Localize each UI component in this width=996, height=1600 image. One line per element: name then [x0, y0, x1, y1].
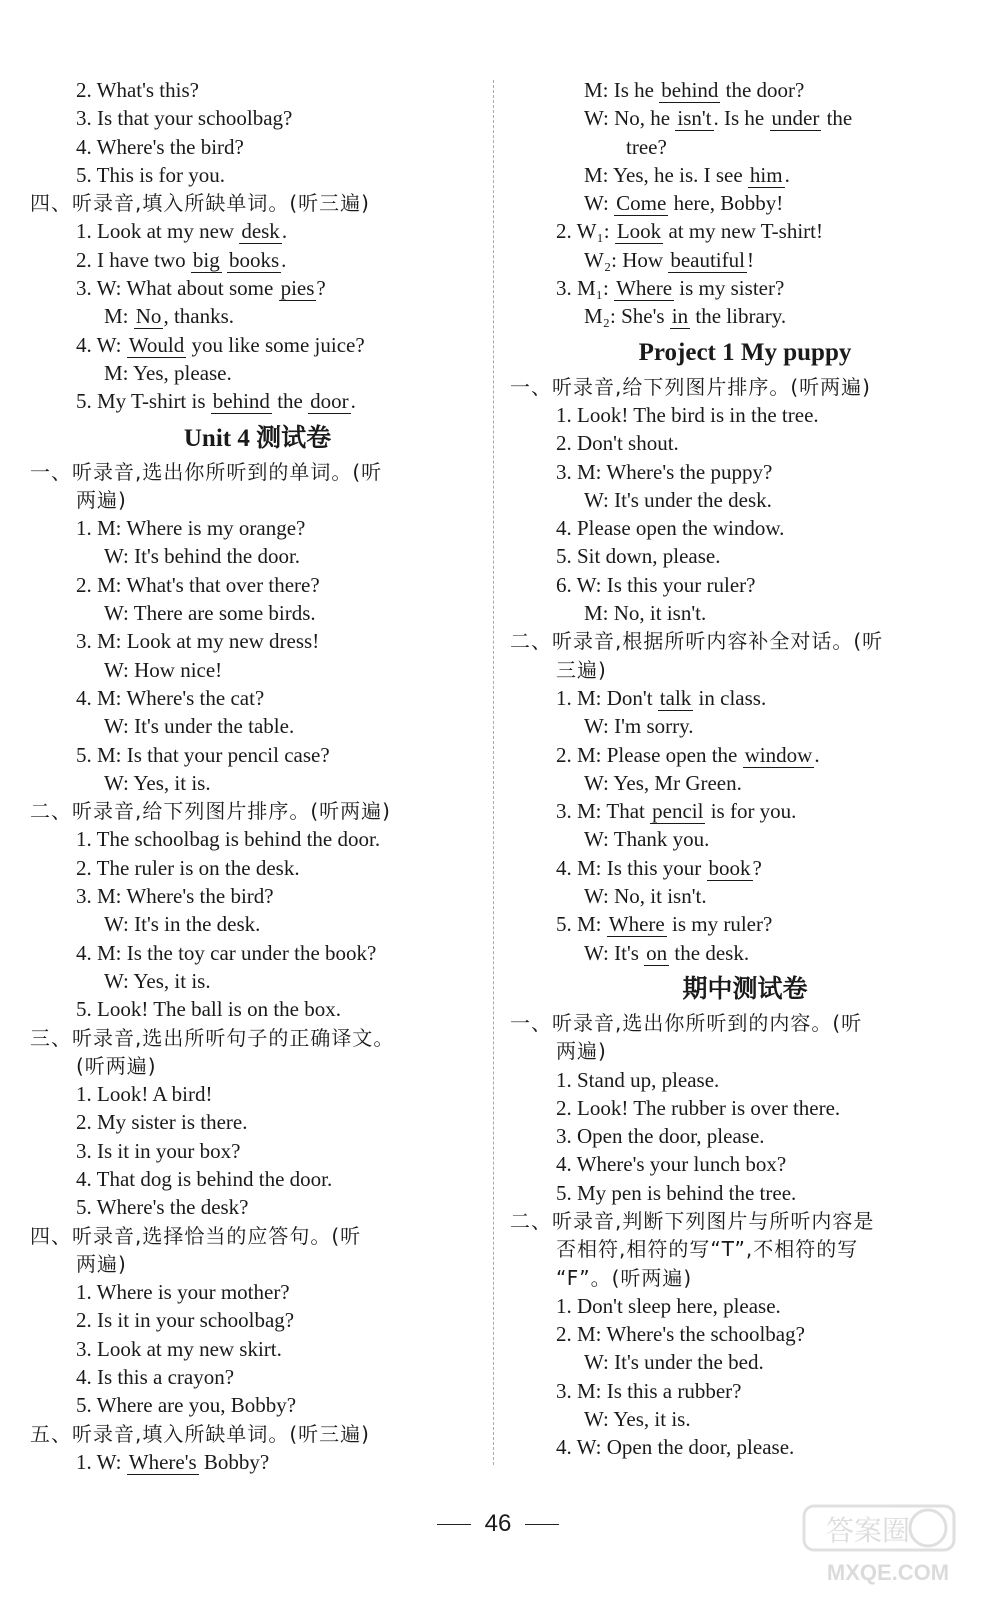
text-run: in class. [693, 685, 767, 710]
text-run: 3. M: Where's the puppy? [556, 459, 773, 484]
exercise-line [30, 571, 485, 599]
exercise-line [510, 741, 980, 769]
exercise-line [30, 1335, 485, 1363]
exercise-line [30, 1108, 485, 1136]
text-run: 1. Stand up, please. [556, 1067, 720, 1092]
text-run: ? [316, 276, 326, 301]
exercise-line [510, 514, 980, 542]
text-run: Project 1 My puppy [638, 338, 852, 366]
text-run: 一、听录音,选出你所听到的单词。(听 [30, 459, 383, 484]
answer-blank: Come [616, 191, 667, 216]
answer-blank: on [646, 940, 668, 965]
exercise-instruction [30, 1250, 485, 1278]
text-run: 5. Where are you, Bobby? [76, 1393, 297, 1418]
text-run: 5. M: [556, 912, 607, 937]
answer-blank: under [771, 106, 820, 131]
exercise-line [30, 599, 485, 627]
text-run: 1. Where is your mother? [76, 1280, 290, 1305]
section-heading [510, 333, 980, 373]
text-run: you like some juice? [186, 332, 365, 357]
text-run: Unit 4 [183, 424, 257, 452]
exercise-line [30, 1306, 485, 1334]
exercise-line [30, 104, 485, 132]
text-run: is my sister? [674, 276, 785, 301]
exercise-line [510, 133, 980, 161]
answer-blank: book [708, 855, 751, 880]
exercise-line [30, 1080, 485, 1108]
watermark-top-text: 答案圈 [825, 1514, 911, 1547]
exercise-line [30, 514, 485, 542]
text-run: 2. My sister is there. [76, 1110, 248, 1135]
footer-dash-left [437, 1524, 471, 1525]
answer-blank: pies [280, 276, 315, 301]
text-run: W: No, it isn't. [584, 884, 707, 909]
text-run: W: How nice! [104, 657, 223, 682]
text-run: , thanks. [163, 304, 235, 329]
text-run: the [271, 389, 309, 414]
exercise-line [510, 429, 980, 457]
exercise-line [510, 1433, 980, 1461]
text-run: W: It's under the table. [104, 714, 295, 739]
text-run: 五、听录音,填入所缺单词。(听三遍) [30, 1421, 370, 1446]
text-run: W: Yes, it is. [104, 770, 211, 795]
text-run: 5. My T-shirt is [76, 389, 211, 414]
exercise-line [30, 387, 485, 415]
exercise-line [510, 712, 980, 740]
text-run: 两遍) [556, 1039, 607, 1064]
text-run: W: There are some birds. [104, 601, 316, 626]
exercise-instruction [30, 1420, 485, 1448]
text-run: W: It's in the desk. [104, 912, 261, 937]
exercise-line [510, 1405, 980, 1433]
text-run: M: Is he [584, 78, 660, 102]
text-run: 二、听录音,给下列图片排序。(听两遍) [30, 799, 391, 824]
text-run: W: Yes, Mr Green. [584, 770, 742, 795]
exercise-line [510, 1179, 980, 1207]
text-run: is for you. [705, 799, 797, 824]
exercise-line [30, 741, 485, 769]
exercise-instruction [30, 458, 485, 486]
text-run: the desk. [669, 940, 750, 965]
exercise-instruction [30, 1024, 485, 1052]
exercise-line [510, 769, 980, 797]
text-run: 2. Is it in your schoolbag? [76, 1308, 295, 1333]
exercise-instruction [30, 486, 485, 514]
text-run: W: It's [584, 940, 645, 965]
exercise-line [30, 910, 485, 938]
exercise-instruction [510, 1207, 980, 1235]
exercise-line [510, 458, 980, 486]
text-run: 两遍) [76, 1251, 127, 1276]
answer-blank: talk [659, 685, 692, 710]
exercise-line [30, 1193, 485, 1221]
exercise-instruction [510, 1264, 980, 1292]
exercise-line [510, 486, 980, 514]
text-run: . [784, 162, 790, 187]
text-run: 3. M: That [556, 799, 651, 824]
exercise-line [510, 217, 980, 245]
answer-blank: big [192, 247, 220, 272]
text-run: 2. W₁: [556, 219, 615, 244]
text-run: 4. Where's the bird? [76, 134, 244, 159]
text-run: 一、听录音,选出你所听到的内容。(听 [510, 1010, 863, 1035]
text-run: 3. Is that your schoolbag? [76, 106, 293, 131]
text-run: the library. [690, 304, 787, 329]
exercise-line [510, 1150, 980, 1178]
answer-blank: beautiful [670, 247, 745, 272]
watermark-logo [798, 1500, 968, 1590]
answer-blank: in [671, 304, 689, 329]
exercise-line [510, 599, 980, 627]
exercise-instruction [510, 1235, 980, 1263]
text-run: 4. Where's your lunch box? [556, 1152, 787, 1177]
text-run: 二、听录音,根据所听内容补全对话。(听 [510, 629, 884, 654]
text-run: W: It's behind the door. [104, 544, 301, 569]
text-run: M: No, it isn't. [584, 601, 707, 626]
text-run: 2. Don't shout. [556, 431, 679, 456]
exercise-line [510, 910, 980, 938]
text-run: 2. What's this? [76, 78, 199, 102]
text-run: 2. M: What's that over there? [76, 572, 320, 597]
section-heading [510, 969, 980, 1009]
exercise-line [30, 359, 485, 387]
exercise-line [510, 571, 980, 599]
exercise-line [30, 854, 485, 882]
exercise-line [30, 627, 485, 655]
heading-chinese-text: 测试卷 [256, 422, 332, 452]
answer-blank: books [228, 247, 280, 272]
text-run: 2. M: Please open the [556, 742, 743, 767]
exercise-line [30, 542, 485, 570]
text-run: 3. M: Where's the bird? [76, 884, 274, 909]
exercise-instruction [510, 1009, 980, 1037]
text-run: . [350, 389, 356, 414]
text-run: 3. M₁: [556, 276, 615, 301]
right-column [510, 76, 980, 1462]
exercise-line [30, 882, 485, 910]
text-run: 三、听录音,选出所听句子的正确译文。 [30, 1025, 395, 1050]
text-run: 1. M: Where is my orange? [76, 516, 306, 541]
text-run: at my new T-shirt! [663, 219, 824, 244]
text-run: 5. Where's the desk? [76, 1195, 249, 1220]
exercise-line [510, 189, 980, 217]
exercise-line [510, 542, 980, 570]
text-run: 四、听录音,填入所缺单词。(听三遍) [30, 191, 370, 216]
text-run: 5. My pen is behind the tree. [556, 1180, 797, 1205]
exercise-line [30, 1448, 485, 1476]
exercise-line [510, 76, 980, 104]
exercise-line [30, 246, 485, 274]
text-run: 4. M: Is the toy car under the book? [76, 940, 377, 965]
exercise-instruction [510, 1037, 980, 1065]
answer-blank: behind [661, 78, 719, 102]
exercise-line [510, 1066, 980, 1094]
text-run: 3. M: Is this a rubber? [556, 1378, 742, 1403]
exercise-instruction [30, 1222, 485, 1250]
exercise-line [30, 656, 485, 684]
text-run: . [281, 219, 288, 244]
exercise-line [30, 939, 485, 967]
text-run: 2. Look! The rubber is over there. [556, 1095, 841, 1120]
text-run: 4. Please open the window. [556, 516, 785, 541]
text-run: 3. Is it in your box? [76, 1138, 241, 1163]
exercise-line [510, 1122, 980, 1150]
exercise-line [30, 274, 485, 302]
exercise-line [510, 825, 980, 853]
exercise-line [510, 302, 980, 330]
text-run: 1. W: [76, 1449, 127, 1474]
text-run: 4. That dog is behind the door. [76, 1166, 333, 1191]
answer-blank: Where [616, 276, 673, 301]
answer-blank: pencil [652, 799, 704, 824]
text-run: “F”。(听两遍) [556, 1265, 693, 1290]
section-heading [30, 418, 485, 458]
answer-blank: isn't [677, 106, 712, 131]
exercise-line [510, 161, 980, 189]
text-run: 5. M: Is that your pencil case? [76, 742, 330, 767]
text-run: 3. W: What about some [76, 276, 279, 301]
exercise-line [510, 1348, 980, 1376]
text-run: M₂: She's [584, 304, 670, 329]
text-run: . Is he [713, 106, 770, 131]
text-run: ? [752, 855, 762, 880]
answer-blank: desk [241, 219, 280, 244]
exercise-line [510, 401, 980, 429]
answer-blank: No [135, 304, 162, 329]
text-run: 否相符,相符的写“T”,不相符的写 [556, 1237, 859, 1262]
exercise-line [30, 1137, 485, 1165]
text-run: W: Yes, it is. [584, 1407, 691, 1432]
answer-blank: Where [608, 912, 665, 937]
text-run: 3. Open the door, please. [556, 1124, 765, 1149]
text-run: W: It's under the desk. [584, 487, 772, 512]
text-run: M: Yes, please. [104, 360, 232, 385]
exercise-line [30, 1165, 485, 1193]
exercise-line [510, 1292, 980, 1320]
exercise-line [510, 797, 980, 825]
exercise-line [510, 274, 980, 302]
text-run: 2. I have two [76, 247, 191, 272]
exercise-line [30, 1278, 485, 1306]
exercise-line [30, 133, 485, 161]
exercise-line [30, 217, 485, 245]
text-run: W₂: How [584, 247, 669, 272]
answer-blank: Look [616, 219, 662, 244]
text-run: here, Bobby! [668, 191, 784, 216]
exercise-line [30, 967, 485, 995]
text-run: . [281, 247, 287, 272]
text-run: Bobby? [198, 1449, 270, 1474]
text-run: 4. M: Is this your [556, 855, 707, 880]
exercise-line [510, 854, 980, 882]
exercise-line [510, 1320, 980, 1348]
exercise-instruction [30, 797, 485, 825]
text-run: 5. Look! The ball is on the box. [76, 997, 341, 1022]
answer-blank: door [310, 389, 349, 414]
text-run: 5. This is for you. [76, 162, 225, 187]
exercise-line [30, 161, 485, 189]
answer-blank: window [744, 742, 813, 767]
text-run: 4. M: Where's the cat? [76, 685, 265, 710]
text-run: 1. M: Don't [556, 685, 658, 710]
exercise-line [30, 302, 485, 330]
exercise-line [30, 1363, 485, 1391]
text-run: 2. The ruler is on the desk. [76, 855, 300, 880]
exercise-line [30, 1391, 485, 1419]
text-run: W: Thank you. [584, 827, 710, 852]
exercise-line [510, 246, 980, 274]
text-run: 4. W: Open the door, please. [556, 1435, 795, 1460]
exercise-line [510, 882, 980, 910]
exercise-instruction [510, 656, 980, 684]
text-run: the [821, 106, 853, 131]
text-run: W: Yes, it is. [104, 968, 211, 993]
answer-blank: him [749, 162, 783, 187]
text-run: 2. M: Where's the schoolbag? [556, 1322, 805, 1347]
exercise-line [30, 995, 485, 1023]
text-run: 4. Is this a crayon? [76, 1365, 235, 1390]
text-run: 3. Look at my new skirt. [76, 1336, 282, 1361]
text-run: 四、听录音,选择恰当的应答句。(听 [30, 1223, 362, 1248]
text-run: 5. Sit down, please. [556, 544, 721, 569]
text-run: 1. Look! The bird is in the tree. [556, 402, 819, 427]
text-run: 一、听录音,给下列图片排序。(听两遍) [510, 374, 871, 399]
text-run: 4. W: [76, 332, 127, 357]
answer-blank: Where's [128, 1449, 197, 1474]
text-run: tree? [626, 134, 667, 159]
text-run: (听两遍) [76, 1053, 157, 1078]
text-run: 三遍) [556, 657, 607, 682]
text-run: 1. The schoolbag is behind the door. [76, 827, 381, 852]
exercise-instruction [30, 1052, 485, 1080]
left-column [30, 76, 485, 1476]
answer-blank: behind [212, 389, 270, 414]
exercise-line [30, 712, 485, 740]
text-run: is my ruler? [666, 912, 773, 937]
exercise-line [30, 684, 485, 712]
text-run: W: [584, 191, 615, 216]
text-run: ! [746, 247, 754, 272]
watermark-bottom-text: MXQE.COM [826, 1560, 950, 1585]
page-number: 46 [484, 1510, 512, 1537]
exercise-line [510, 684, 980, 712]
text-run: M: Yes, he is. I see [584, 162, 748, 187]
exercise-line [30, 76, 485, 104]
column-divider [493, 80, 494, 1465]
exercise-line [30, 825, 485, 853]
exercise-line [510, 104, 980, 132]
footer-dash-right [525, 1524, 559, 1525]
exercise-line [510, 1377, 980, 1405]
heading-chinese-text: 期中测试卷 [682, 973, 808, 1003]
answer-blank: Would [128, 332, 185, 357]
text-run: 3. M: Look at my new dress! [76, 629, 320, 654]
exercise-line [510, 1094, 980, 1122]
text-run: W: No, he [584, 106, 676, 131]
text-run: W: It's under the bed. [584, 1350, 764, 1375]
text-run: 1. Don't sleep here, please. [556, 1293, 781, 1318]
exercise-line [30, 331, 485, 359]
text-run: 二、听录音,判断下列图片与所听内容是 [510, 1208, 875, 1233]
exercise-line [510, 939, 980, 967]
text-run: 6. W: Is this your ruler? [556, 572, 756, 597]
text-run: . [814, 742, 820, 767]
text-run: M: [104, 304, 134, 329]
text-run: 1. Look! A bird! [76, 1082, 213, 1107]
exercise-instruction [30, 189, 485, 217]
exercise-instruction [510, 373, 980, 401]
exercise-instruction [510, 627, 980, 655]
exercise-line [30, 769, 485, 797]
text-run: W: I'm sorry. [584, 714, 694, 739]
text-run: 两遍) [76, 487, 127, 512]
text-run: the door? [720, 78, 805, 102]
text-run: 1. Look at my new [76, 219, 240, 244]
